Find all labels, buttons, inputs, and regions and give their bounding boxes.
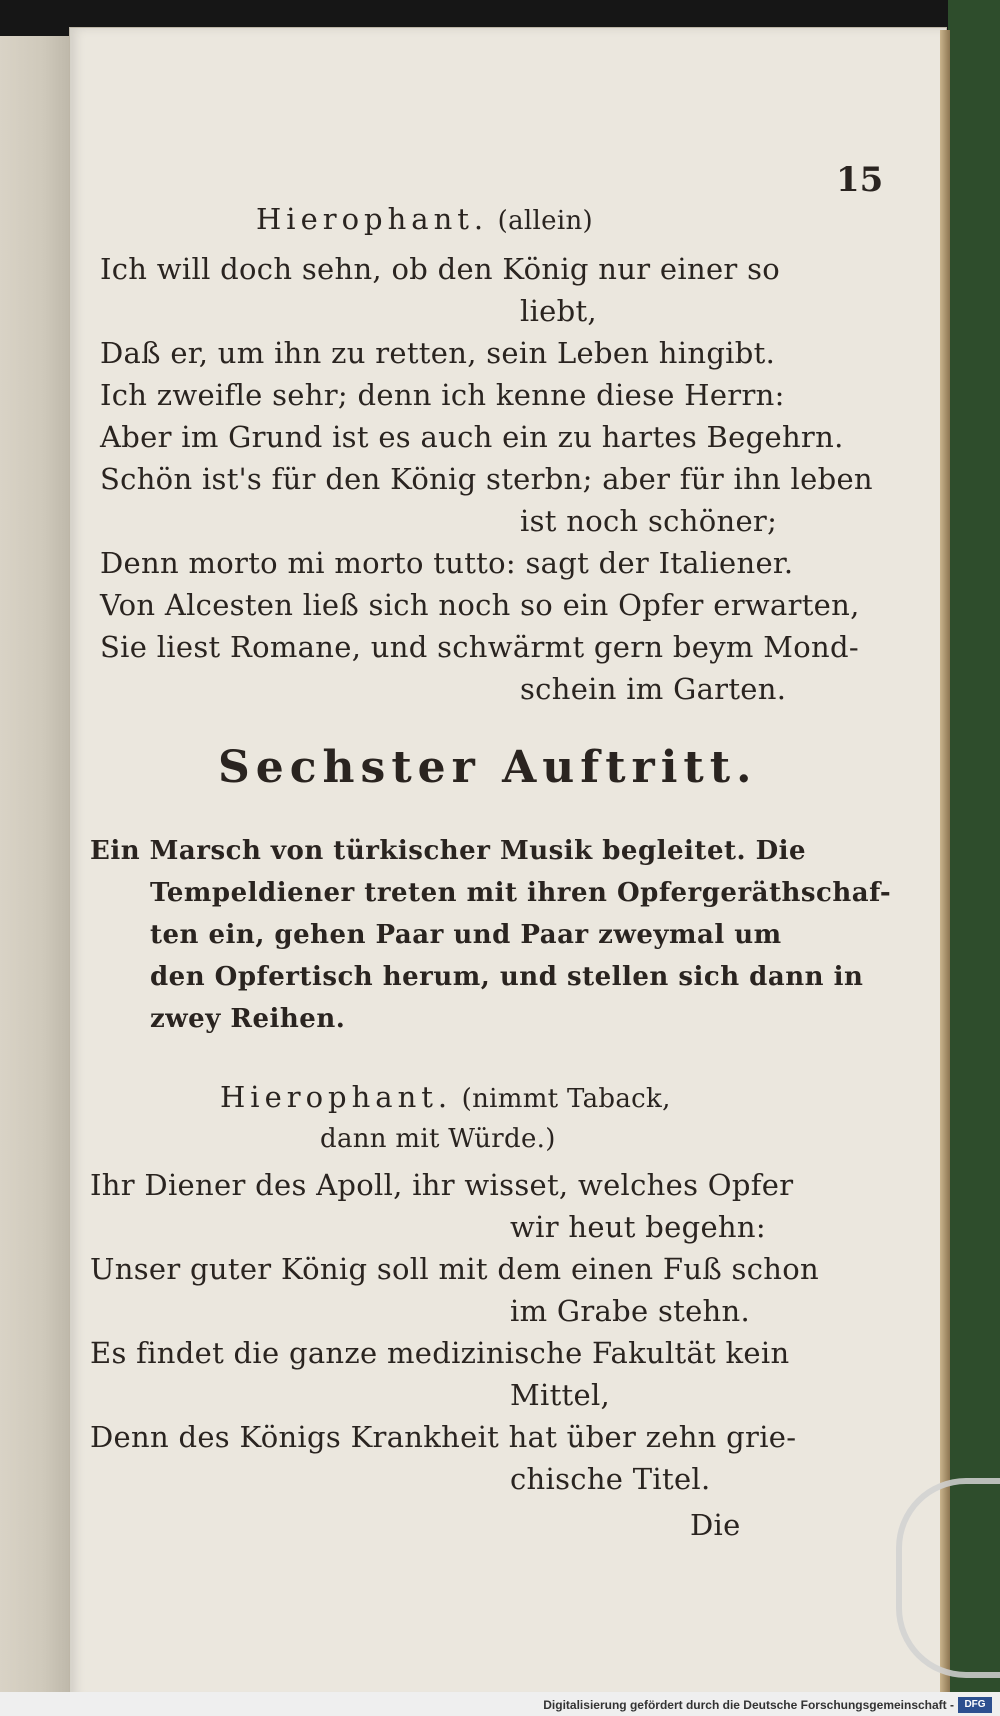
verse-line: liebt, [520,294,597,328]
speaker-name: Hierophant. [256,202,489,236]
verse-line: Aber im Grund ist es auch ein zu hartes Begehrn. [100,420,844,454]
verse-line: Daß er, um ihn zu retten, sein Leben hingibt. [100,336,776,370]
verse-line: Von Alcesten ließ sich noch so ein Opfer erwarten, [100,588,860,622]
verse-line: Sie liest Romane, und schwärmt gern beym Mond- [100,630,859,664]
verse-line: Schön ist's für den König sterbn; aber für ihn leben [100,462,873,496]
speaker-direction: (nimmt Taback, [461,1084,671,1114]
stage-direction-line: den Opfertisch herum, und stellen sich dann in [150,962,864,992]
verse-line: Unser guter König soll mit dem einen Fuß schon [90,1252,819,1286]
verse-line: chische Titel. [510,1462,711,1496]
verse-line: Denn morto mi morto tutto: sagt der Italiener. [100,546,794,580]
verse-line: Es findet die ganze medizinische Fakultät kein [90,1336,790,1370]
verse-line: ist noch schöner; [520,504,778,538]
verse-line: Mittel, [510,1378,611,1412]
dfg-logo-icon: DFG [958,1697,992,1713]
verse-line: Ich zweifle sehr; denn ich kenne diese Herrn: [100,378,785,412]
speaker-direction: (allein) [497,206,593,236]
page-fore-edge [940,30,950,1698]
verse-line: schein im Garten. [520,672,787,706]
stage-direction-line: zwey Reihen. [150,1004,346,1034]
stage-direction-line: Tempeldiener treten mit ihren Opfergeräthschaf- [150,878,892,908]
left-page-edge [0,36,78,1696]
verse-line: wir heut begehn: [510,1210,766,1244]
verse-line: Ihr Diener des Apoll, ihr wisset, welches Opfer [90,1168,794,1202]
scene-title: Sechster Auftritt. [218,742,758,793]
speaker-line-1 [256,202,593,236]
catchword: Die [690,1508,741,1542]
verse-line: im Grabe stehn. [510,1294,751,1328]
verse-line: Ich will doch sehn, ob den König nur einer so [100,252,781,286]
verse-line: Denn des Königs Krankheit hat über zehn grie- [90,1420,797,1454]
stage-direction-line: ten ein, gehen Paar und Paar zweymal um [150,920,782,950]
scan-backdrop-green [948,0,1000,1716]
stage-direction-line: Ein Marsch von türkischer Musik begleitet. Die [90,836,807,866]
scan-clip-icon [896,1478,1000,1678]
footer-credit: Digitalisierung gefördert durch die Deutsche Forschungsgemeinschaft - [543,1698,954,1712]
footer-bar [0,1692,1000,1716]
speaker-name: Hierophant. [220,1080,453,1114]
book-page [70,28,946,1700]
speaker-direction-cont: dann mit Würde.) [320,1124,556,1154]
speaker-line-2 [220,1080,671,1114]
page-number: 15 [836,160,884,200]
